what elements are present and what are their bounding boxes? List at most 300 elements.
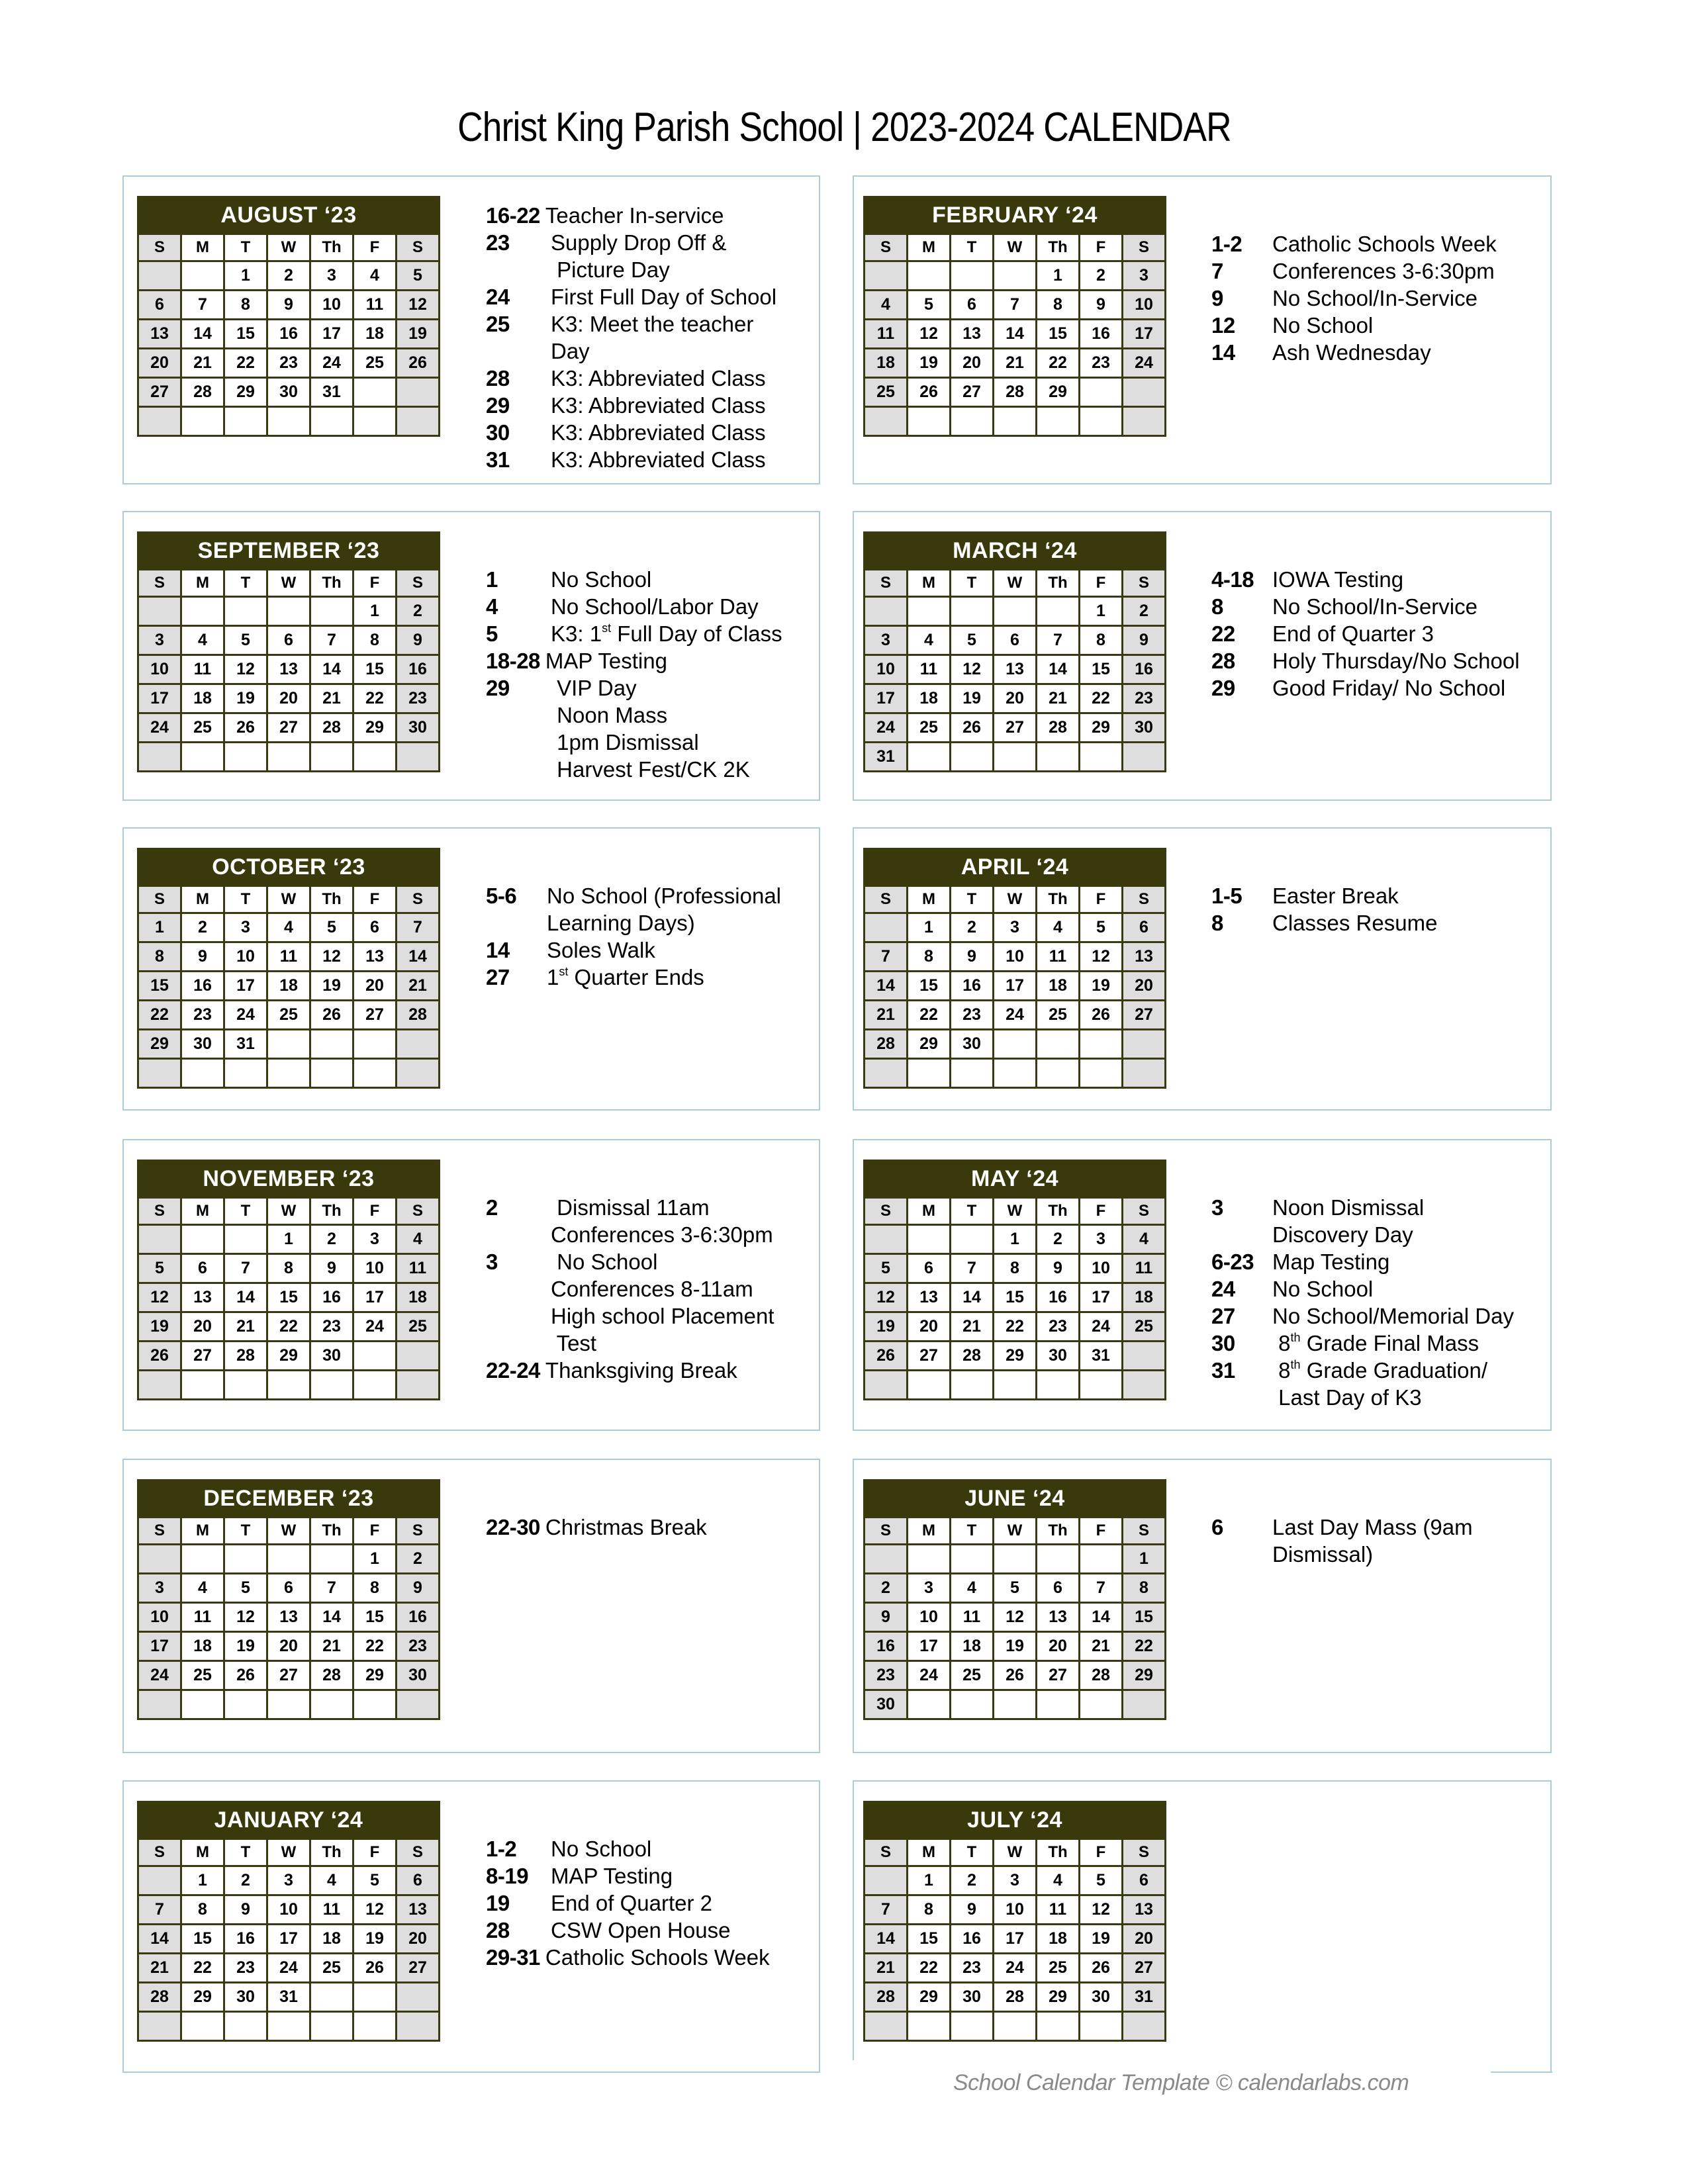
date-cell: 20 [267,1632,310,1661]
date-cell: 24 [310,349,353,378]
event-date [486,909,547,936]
date-cell: 9 [1123,626,1166,655]
date-cell [1037,1030,1080,1059]
date-cell: 19 [397,320,440,349]
day-name-header: T [951,886,994,913]
event-item [486,1944,770,1971]
day-name-header: S [1123,1518,1166,1545]
event-description: 1st Quarter Ends [547,965,704,989]
event-item [486,1194,774,1221]
date-cell: 25 [908,713,951,743]
event-item [1211,1221,1514,1248]
day-name-header: W [267,886,310,913]
date-cell: 21 [181,349,224,378]
date-cell: 4 [267,913,310,942]
date-cell [224,743,267,772]
date-cell: 7 [951,1254,994,1283]
date-cell: 14 [310,655,353,684]
day-name-header: S [1123,886,1166,913]
date-cell [951,597,994,626]
day-name-header: S [865,570,908,597]
date-cell [1080,378,1123,407]
event-date [1211,1221,1272,1248]
event-item [486,674,782,702]
date-cell: 20 [1123,1925,1166,1954]
day-name-header: W [994,1518,1037,1545]
date-cell: 26 [310,1001,353,1030]
date-cell: 26 [397,349,440,378]
event-description: No School [551,1250,658,1274]
event-item [486,593,782,620]
event-date: 7 [1211,259,1223,283]
event-date: 28 [486,366,510,390]
date-cell: 14 [951,1283,994,1312]
date-cell: 1 [908,913,951,942]
date-cell [181,407,224,436]
day-name-header: S [1123,570,1166,597]
date-cell: 28 [994,1983,1037,2012]
date-cell: 24 [1080,1312,1123,1342]
date-cell [353,743,397,772]
day-name-header: F [1080,1839,1123,1866]
event-description: No School [551,567,652,592]
month-calendar-january [137,1801,440,2042]
day-name-header: T [224,234,267,261]
date-cell: 12 [310,942,353,972]
date-cell [1037,1690,1080,1719]
date-cell [951,1371,994,1400]
date-cell: 6 [181,1254,224,1283]
date-cell: 30 [1037,1342,1080,1371]
date-cell: 18 [951,1632,994,1661]
date-cell: 29 [353,1661,397,1690]
date-cell: 19 [908,349,951,378]
date-cell [1037,407,1080,436]
event-item [486,202,776,229]
date-cell: 28 [224,1342,267,1371]
event-date: 1-5 [1211,884,1243,908]
date-cell: 10 [138,1603,181,1632]
date-cell: 10 [994,942,1037,972]
date-cell [138,1690,181,1719]
event-item [1211,1275,1514,1302]
date-cell [865,1225,908,1254]
date-cell [138,1371,181,1400]
event-date: 4 [486,594,498,619]
month-title: AUGUST ‘23 [138,197,440,234]
event-item [1211,882,1437,909]
event-date: 5 [486,621,498,646]
date-cell: 22 [353,684,397,713]
date-cell: 9 [1080,291,1123,320]
date-cell [1080,407,1123,436]
date-cell [1080,2012,1123,2041]
day-name-header: S [138,1518,181,1545]
event-description: Learning Days) [547,911,695,935]
date-cell [224,1545,267,1574]
event-description: Harvest Fest/CK 2K [551,757,750,782]
date-cell: 8 [138,942,181,972]
date-cell [397,1371,440,1400]
day-name-header: M [908,1518,951,1545]
date-cell: 12 [224,655,267,684]
event-description: MAP Testing [545,649,667,673]
day-name-header: Th [1037,1518,1080,1545]
date-cell: 29 [908,1030,951,1059]
date-cell: 30 [181,1030,224,1059]
date-cell [1080,1371,1123,1400]
date-cell: 1 [353,1545,397,1574]
date-cell [181,1690,224,1719]
day-name-header: Th [310,570,353,597]
date-cell [397,2012,440,2041]
day-name-header: Th [1037,1839,1080,1866]
event-date: 28 [1211,649,1235,673]
date-cell: 25 [397,1312,440,1342]
date-cell: 3 [994,913,1037,942]
date-cell [908,2012,951,2041]
date-cell: 1 [1080,597,1123,626]
event-item [486,365,776,392]
event-description: No School/In-Service [1272,594,1477,619]
event-item [1211,257,1497,285]
event-date: 8-19 [486,1864,529,1888]
date-cell: 6 [1123,913,1166,942]
event-item [486,1835,770,1862]
date-cell: 22 [1080,684,1123,713]
event-description: Noon Dismissal [1272,1195,1425,1220]
day-name-header: Th [1037,570,1080,597]
date-cell [267,1545,310,1574]
event-date [486,338,551,365]
date-cell [397,378,440,407]
date-cell: 2 [181,913,224,942]
events-list-may [1211,1194,1514,1411]
date-cell: 4 [1123,1225,1166,1254]
event-description: No School [551,1837,652,1861]
date-cell [908,743,951,772]
date-cell [1123,743,1166,772]
date-cell: 4 [353,261,397,291]
date-cell: 27 [397,1954,440,1983]
day-name-header: Th [310,1518,353,1545]
date-cell: 5 [353,1866,397,1895]
event-description: K3: Abbreviated Class [551,420,766,445]
event-description: Last Day Mass (9am [1272,1515,1473,1539]
date-cell: 21 [310,684,353,713]
date-cell: 12 [397,291,440,320]
month-title: FEBRUARY ‘24 [865,197,1166,234]
date-cell: 21 [1037,684,1080,713]
date-cell: 14 [865,972,908,1001]
event-item [486,729,782,756]
date-cell: 18 [908,684,951,713]
events-list-august [486,202,776,473]
event-description: Map Testing [1272,1250,1390,1274]
event-item [1211,620,1520,647]
date-cell: 4 [181,1574,224,1603]
date-cell: 8 [908,942,951,972]
month-calendar-june [863,1479,1166,1720]
date-cell: 20 [951,349,994,378]
date-cell: 1 [1037,261,1080,291]
event-date [486,1330,551,1357]
day-name-header: Th [1037,886,1080,913]
date-cell [267,597,310,626]
event-item [1211,1514,1473,1541]
date-cell: 16 [397,1603,440,1632]
day-name-header: T [951,570,994,597]
date-cell [224,597,267,626]
date-cell: 1 [181,1866,224,1895]
date-cell [397,1030,440,1059]
event-item [486,256,776,283]
event-item [1211,1194,1514,1221]
date-cell [994,1545,1037,1574]
date-cell: 26 [994,1661,1037,1690]
day-name-header: F [1080,1198,1123,1225]
date-cell: 31 [1123,1983,1166,2012]
day-name-header: W [267,1198,310,1225]
day-name-header: T [951,234,994,261]
event-date: 22 [1211,621,1235,646]
date-cell: 28 [994,378,1037,407]
date-cell: 17 [1123,320,1166,349]
date-cell: 12 [138,1283,181,1312]
date-cell: 7 [1037,626,1080,655]
event-description: Conferences 3-6:30pm [551,1222,773,1247]
date-cell [310,1983,353,2012]
date-cell: 9 [397,626,440,655]
date-cell: 22 [908,1001,951,1030]
event-description: No School/Labor Day [551,594,759,619]
date-cell: 17 [994,972,1037,1001]
date-cell: 31 [1080,1342,1123,1371]
date-cell: 3 [994,1866,1037,1895]
date-cell: 5 [224,626,267,655]
date-cell: 7 [310,626,353,655]
date-cell [1123,1371,1166,1400]
date-cell: 9 [951,942,994,972]
day-name-header: F [353,1198,397,1225]
date-cell [908,1225,951,1254]
date-cell [267,407,310,436]
date-cell: 4 [865,291,908,320]
date-cell: 6 [267,1574,310,1603]
date-cell [267,1059,310,1088]
date-cell: 1 [224,261,267,291]
day-name-header: S [397,1518,440,1545]
event-date: 29-31 [486,1945,540,1970]
date-cell [224,2012,267,2041]
event-item [1211,1248,1514,1275]
date-cell [994,1690,1037,1719]
event-item [1211,909,1437,936]
month-title: JUNE ‘24 [865,1480,1166,1518]
date-cell: 23 [310,1312,353,1342]
event-description: Ash Wednesday [1272,340,1431,365]
date-cell: 27 [994,713,1037,743]
event-date: 29 [1211,676,1235,700]
date-cell: 4 [397,1225,440,1254]
month-title: MARCH ‘24 [865,533,1166,570]
event-item [486,310,776,338]
date-cell: 1 [267,1225,310,1254]
date-cell: 24 [138,1661,181,1690]
date-cell: 7 [865,1895,908,1925]
date-cell [951,1690,994,1719]
date-cell: 5 [865,1254,908,1283]
date-cell: 16 [951,1925,994,1954]
event-date [486,702,551,729]
day-name-header: M [181,1198,224,1225]
date-cell [1037,743,1080,772]
date-cell: 7 [224,1254,267,1283]
ordinal-suffix: th [1290,1358,1301,1371]
date-cell: 14 [397,942,440,972]
event-description: Conferences 3-6:30pm [1272,259,1495,283]
date-cell: 27 [353,1001,397,1030]
day-name-header: F [1080,886,1123,913]
date-cell: 13 [1037,1603,1080,1632]
event-description: K3: 1st Full Day of Class [551,621,782,646]
date-cell: 25 [951,1661,994,1690]
date-cell: 25 [267,1001,310,1030]
date-cell [224,1225,267,1254]
date-cell: 31 [267,1983,310,2012]
date-cell: 7 [397,913,440,942]
event-item [486,566,782,593]
day-name-header: S [1123,1839,1166,1866]
date-cell: 18 [865,349,908,378]
date-cell: 3 [310,261,353,291]
date-cell [353,2012,397,2041]
date-cell: 27 [181,1342,224,1371]
date-cell: 23 [865,1661,908,1690]
date-cell: 12 [224,1603,267,1632]
date-cell: 30 [1123,713,1166,743]
date-cell: 25 [865,378,908,407]
date-cell [865,1059,908,1088]
day-name-header: W [267,234,310,261]
date-cell: 11 [865,320,908,349]
date-cell: 11 [1123,1254,1166,1283]
date-cell: 5 [994,1574,1037,1603]
date-cell: 28 [1037,713,1080,743]
date-cell: 27 [267,713,310,743]
month-calendar-july [863,1801,1166,2042]
event-description: Test [551,1331,597,1355]
month-calendar-august [137,196,440,437]
day-name-header: M [908,1198,951,1225]
events-list-november [486,1194,774,1384]
date-cell: 2 [224,1866,267,1895]
date-cell: 1 [908,1866,951,1895]
event-item [486,283,776,310]
date-cell: 20 [267,684,310,713]
event-description: 8th Grade Final Mass [1272,1331,1479,1355]
date-cell: 15 [908,1925,951,1954]
date-cell: 23 [951,1954,994,1983]
event-date: 27 [486,965,510,989]
day-name-header: F [353,570,397,597]
date-cell: 11 [267,942,310,972]
date-cell: 17 [138,684,181,713]
day-name-header: S [865,1518,908,1545]
date-cell: 22 [181,1954,224,1983]
event-date: 25 [486,312,510,336]
date-cell: 10 [908,1603,951,1632]
date-cell [181,2012,224,2041]
date-cell: 30 [310,1342,353,1371]
date-cell: 5 [1080,1866,1123,1895]
date-cell: 21 [310,1632,353,1661]
events-list-december [486,1514,707,1541]
date-cell: 8 [994,1254,1037,1283]
date-cell: 16 [1123,655,1166,684]
date-cell [1037,2012,1080,2041]
month-calendar-february [863,196,1166,437]
date-cell: 13 [181,1283,224,1312]
date-cell: 14 [1037,655,1080,684]
date-cell: 19 [138,1312,181,1342]
date-cell: 24 [865,713,908,743]
day-name-header: W [267,1839,310,1866]
date-cell: 29 [267,1342,310,1371]
date-cell: 9 [951,1895,994,1925]
date-cell: 2 [397,1545,440,1574]
date-cell: 26 [951,713,994,743]
date-cell: 7 [994,291,1037,320]
date-cell [181,743,224,772]
date-cell: 4 [1037,913,1080,942]
date-cell [138,407,181,436]
event-date [1211,1541,1272,1568]
date-cell [865,2012,908,2041]
day-name-header: Th [310,1198,353,1225]
event-date: 29 [486,393,510,418]
event-item [1211,230,1497,257]
event-description: Soles Walk [547,938,655,962]
date-cell: 18 [181,684,224,713]
date-cell: 26 [865,1342,908,1371]
event-description: Dismissal) [1272,1542,1374,1567]
date-cell [865,261,908,291]
event-description: Thanksgiving Break [545,1358,737,1383]
day-name-header: W [994,1839,1037,1866]
event-date: 24 [1211,1277,1235,1301]
date-cell: 25 [353,349,397,378]
date-cell: 14 [1080,1603,1123,1632]
date-cell: 23 [181,1001,224,1030]
event-item [486,1221,774,1248]
month-title: MAY ‘24 [865,1161,1166,1198]
date-cell: 20 [908,1312,951,1342]
date-cell: 24 [1123,349,1166,378]
date-cell: 11 [1037,942,1080,972]
date-cell: 16 [397,655,440,684]
day-name-header: M [181,1518,224,1545]
event-description: Good Friday/ No School [1272,676,1506,700]
july-box-right-border [1550,1780,1552,2073]
day-name-header: W [267,1518,310,1545]
date-cell: 3 [224,913,267,942]
date-cell: 4 [181,626,224,655]
event-item [486,620,782,647]
date-cell: 29 [138,1030,181,1059]
date-cell [994,743,1037,772]
day-name-header: Th [310,234,353,261]
